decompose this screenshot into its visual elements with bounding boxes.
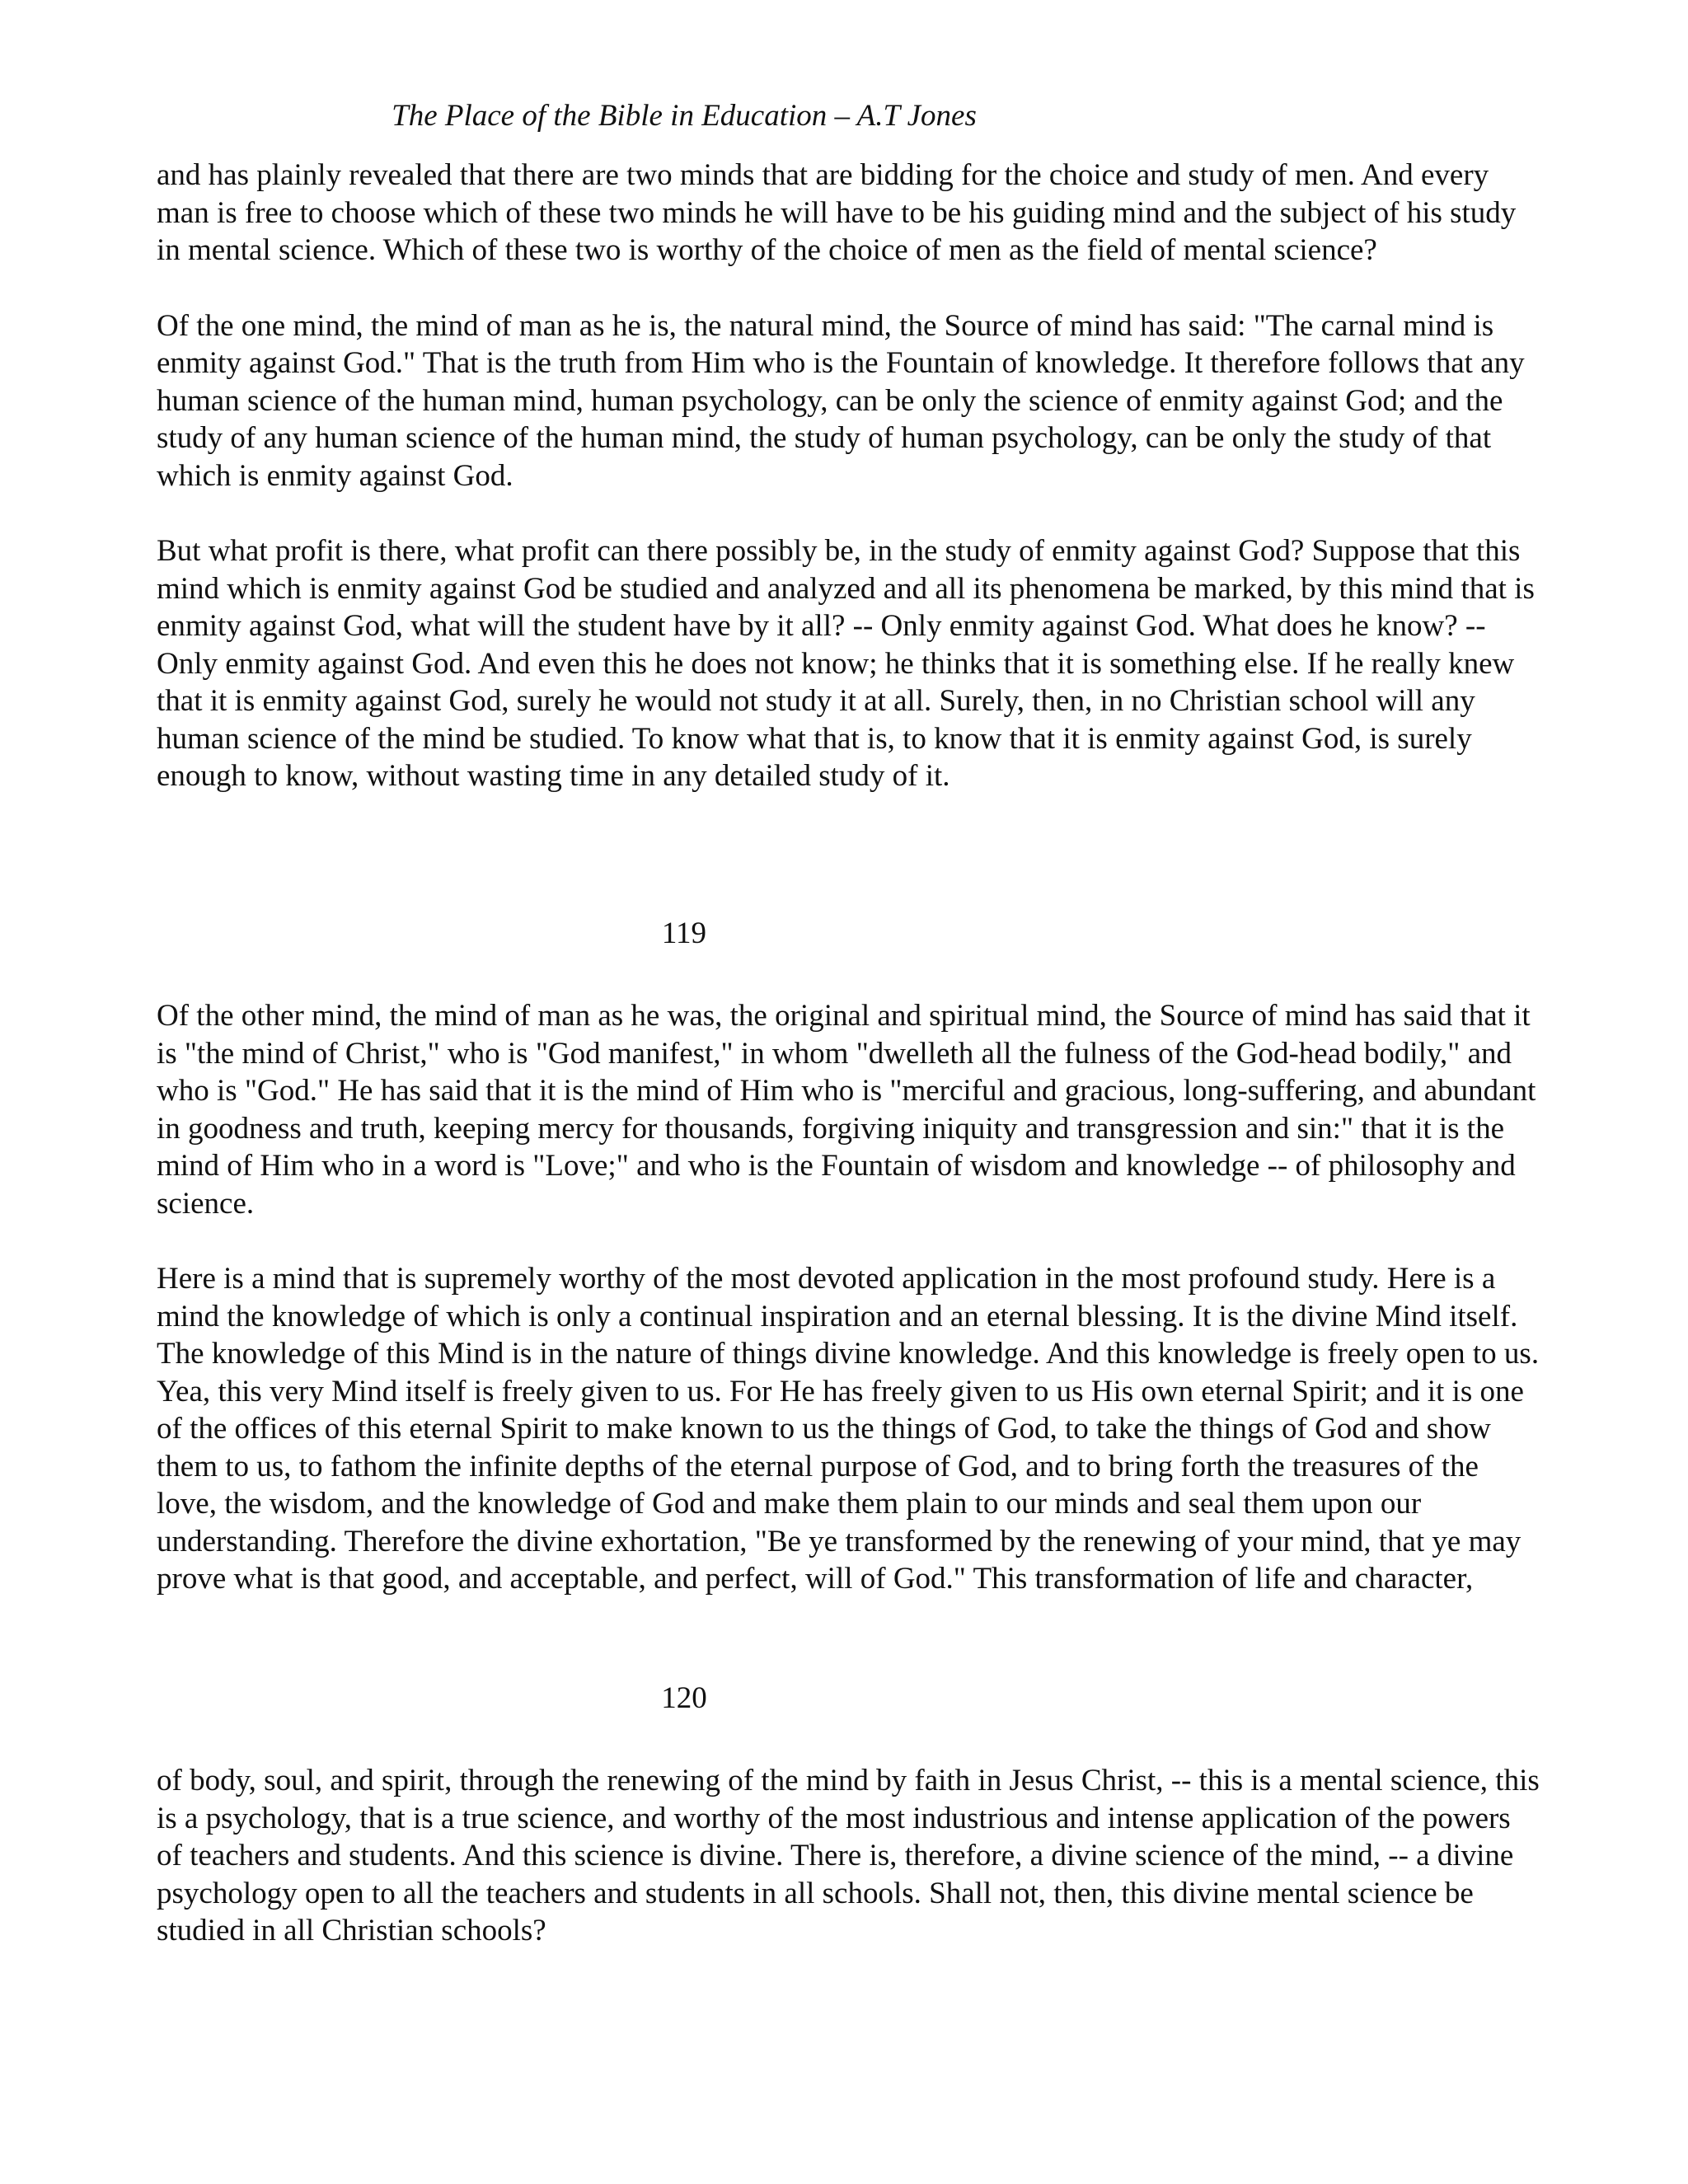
page-number: 119 <box>661 916 707 950</box>
text-block <box>157 997 1541 1598</box>
paragraph: Here is a mind that is supremely worthy of the most devoted application in the most profound study. Here is a mind the knowledge of which is only a continual inspiration and an eternal blessing. It is the divine Mind itself. The knowledge of this Mind is in the nature of things divine knowledge. And this knowledge is freely open to us. Yea, this very Mind itself is freely given to us. For He has freely given to us His own eternal Spirit; and it is one of the offices of this eternal Spirit to make known to us the things of God, to take the things of God and show them to us, to fathom the infinite depths of the eternal purpose of God, and to bring forth the treasures of the love, the wisdom, and the knowledge of God and make them plain to our minds and seal them upon our understanding. Therefore the divine exhortation, "Be ye transformed by the renewing of your mind, that ye may prove what is that good, and acceptable, and perfect, will of God." This transformation of life and character, <box>157 1262 1540 1596</box>
running-header: The Place of the Bible in Education – A.T Jones <box>392 99 977 133</box>
text-block <box>157 1762 1541 1950</box>
text-block <box>157 157 1541 795</box>
paragraph: Of the other mind, the mind of man as he was, the original and spiritual mind, the Source of mind has said that it is "the mind of Christ," who is "God manifest," in whom "dwelleth all the fulness of the God-head bodily," and who is "God." He has said that it is the mind of Him who is "merciful and gracious, long-suffering, and abundant in goodness and truth, keeping mercy for thousands, forgiving iniquity and transgression and sin:" that it is the mind of Him who in a word is "Love;" and who is the Fountain of wisdom and knowledge -- of philosophy and science. <box>157 999 1536 1221</box>
page-number: 120 <box>661 1681 707 1715</box>
paragraph: of body, soul, and spirit, through the renewing of the mind by faith in Jesus Christ, -- this is a mental science, this is a psychology, that is a true science, and worthy of the most industrious and intense application of the powers of teachers and students. And this science is divine. There is, therefore, a divine science of the mind, -- a divine psychology open to all the teachers and students in all schools. Shall not, then, this divine mental science be studied in all Christian schools? <box>157 1764 1540 1947</box>
paragraph: Of the one mind, the mind of man as he is, the natural mind, the Source of mind has said: "The carnal mind is enmity against God." That is the truth from Him who is the Fountain of knowledge. It therefore follows that any human science of the human mind, human psychology, can be only the science of enmity against God; and the study of any human science of the human mind, the study of human psychology, can be only the study of that which is enmity against God. <box>157 308 1525 493</box>
paragraph: But what profit is there, what profit can there possibly be, in the study of enmity against God? Suppose that this mind which is enmity against God be studied and analyzed and all its phenomena be marked, by this mind that is enmity against God, what will the student have by it all? -- Only enmity against God. What does he know? -- Only enmity against God. And even this he does not know; he thinks that it is something else. If he really knew that it is enmity against God, surely he would not study it at all. Surely, then, in no Christian school will any human science of the mind be studied. To know what that is, to know that it is enmity against God, is surely enough to know, without wasting time in any detailed study of it. <box>157 534 1535 793</box>
paragraph: and has plainly revealed that there are two minds that are bidding for the choice and study of men. And every man is free to choose which of these two minds he will have to be his guiding mind and the subject of his study in mental science. Which of these two is worthy of the choice of men as the field of mental science? <box>157 158 1517 267</box>
